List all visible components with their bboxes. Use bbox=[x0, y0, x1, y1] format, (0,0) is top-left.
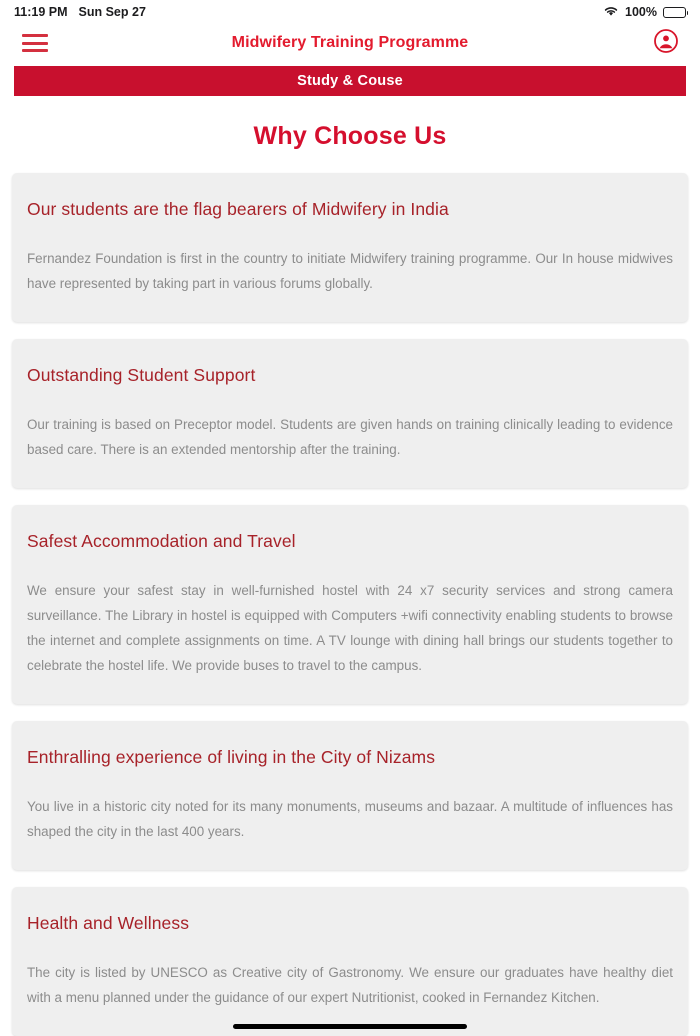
card-title: Safest Accommodation and Travel bbox=[27, 531, 296, 551]
status-bar-right bbox=[603, 5, 686, 20]
hamburger-menu-icon[interactable] bbox=[22, 34, 48, 52]
card-title: Outstanding Student Support bbox=[27, 365, 256, 385]
battery-percent-label: 100% bbox=[625, 5, 657, 19]
page-title: Why Choose Us bbox=[253, 122, 447, 150]
list-item[interactable] bbox=[12, 339, 688, 488]
wifi-icon bbox=[603, 5, 619, 20]
status-bar-left bbox=[14, 5, 146, 19]
list-item[interactable] bbox=[12, 887, 688, 1036]
card-body: The city is listed by UNESCO as Creative city of Gastronomy. We ensure our graduates have healthy diet with a menu planned under the guidance of our expert Nutritionist, cooked in Fernandez Kitchen. bbox=[27, 965, 673, 1005]
why-choose-us-card-list bbox=[0, 173, 700, 1036]
app-title: Midwifery Training Programme bbox=[231, 34, 469, 51]
banner-label: Study & Couse bbox=[297, 73, 403, 89]
study-and-course-banner[interactable] bbox=[14, 66, 686, 96]
card-title: Our students are the flag bearers of Midwifery in India bbox=[27, 199, 449, 219]
account-circle-icon[interactable] bbox=[654, 29, 678, 58]
card-body: Our training is based on Preceptor model. Students are given hands on training clinically leading to evidence based care. There is an extended mentorship after the training. bbox=[27, 417, 673, 457]
home-indicator[interactable] bbox=[233, 1024, 467, 1029]
status-bar-time: 11:19 PM bbox=[14, 5, 68, 19]
status-bar-date: Sun Sep 27 bbox=[78, 5, 146, 19]
card-body: You live in a historic city noted for its many monuments, museums and bazaar. A multitude of influences has shaped the city in the last 400 years. bbox=[27, 799, 673, 839]
card-body: Fernandez Foundation is first in the country to initiate Midwifery training programme. Our In house midwives have represented by taking part in various forums globally. bbox=[27, 251, 673, 291]
battery-full-icon bbox=[663, 7, 686, 18]
list-item[interactable] bbox=[12, 173, 688, 322]
card-title: Enthralling experience of living in the City of Nizams bbox=[27, 747, 436, 767]
card-title: Health and Wellness bbox=[27, 913, 190, 933]
card-body: We ensure your safest stay in well-furnished hostel with 24 x7 security services and strong camera surveillance. The Library in hostel is equipped with Computers +wifi connectivity enabling students to browse the internet and complete assignments on time. A TV lounge with dining hall brings our students together to celebrate the hostel life. We provide buses to travel to the campus. bbox=[27, 583, 673, 673]
list-item[interactable] bbox=[12, 721, 688, 870]
list-item[interactable] bbox=[12, 505, 688, 704]
status-bar bbox=[0, 0, 700, 24]
app-navigation-bar bbox=[0, 24, 700, 62]
